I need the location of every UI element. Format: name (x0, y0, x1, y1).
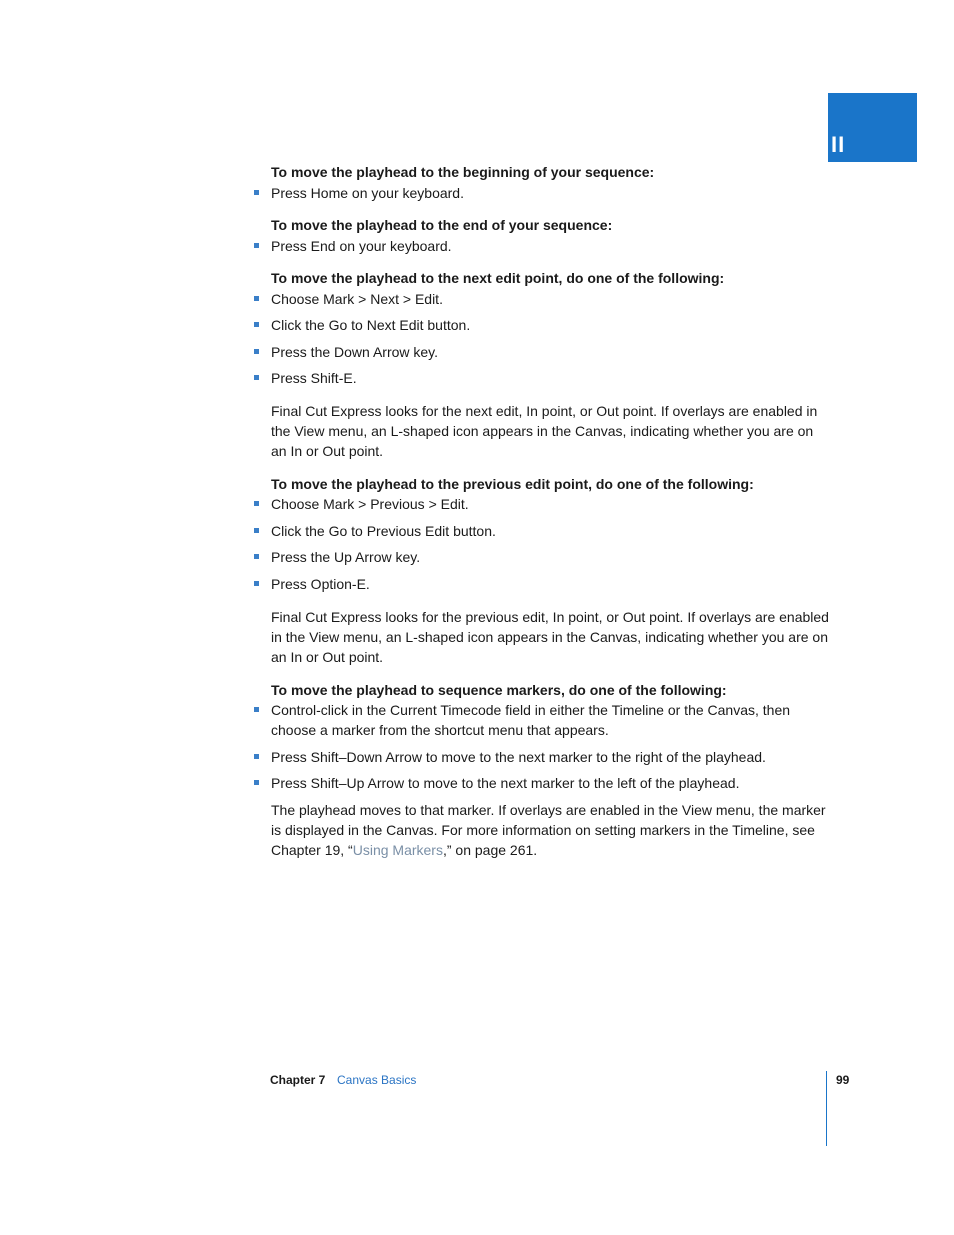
list-item: Press the Up Arrow key. (271, 547, 831, 567)
list-item: Press Option-E. (271, 574, 831, 594)
part-tab (828, 93, 917, 162)
list-item: Press Shift-E. (271, 368, 831, 388)
footer-divider (826, 1071, 827, 1146)
list-item: Click the Go to Next Edit button. (271, 315, 831, 335)
bullet-icon (254, 554, 259, 559)
list-item: Click the Go to Previous Edit button. (271, 521, 831, 541)
section-heading: To move the playhead to sequence markers, do one of the following: (271, 682, 727, 698)
section-heading: To move the playhead to the previous edit point, do one of the following: (271, 476, 754, 492)
bullet-icon (254, 190, 259, 195)
list-item: Press the Down Arrow key. (271, 342, 831, 362)
list-item: Control-click in the Current Timecode field in either the Timeline or the Canvas, then choose a marker from the shortcut menu that appears. (271, 700, 831, 740)
bullet-icon (254, 296, 259, 301)
section-heading: To move the playhead to the next edit point, do one of the following: (271, 270, 725, 286)
bullet-icon (254, 375, 259, 380)
list-item: Press Shift–Down Arrow to move to the next marker to the right of the playhead. (271, 747, 831, 767)
note-paragraph: Final Cut Express looks for the next edit, In point, or Out point. If overlays are enabled in the View menu, an L-shaped icon appears in the Canvas, indicating whether you are on an In or Out point. (271, 403, 818, 459)
list-item: Press Shift–Up Arrow to move to the next marker to the left of the playhead. (271, 773, 831, 793)
bullet-icon (254, 707, 259, 712)
part-tab-label: II (831, 132, 846, 157)
section-heading: To move the playhead to the end of your sequence: (271, 217, 613, 233)
list-item: Choose Mark > Previous > Edit. (271, 494, 831, 514)
footer-chapter-title[interactable]: Canvas Basics (337, 1073, 417, 1087)
page-content (271, 162, 831, 860)
bullet-icon (254, 501, 259, 506)
list-item: Press End on your keyboard. (271, 236, 831, 256)
bullet-icon (254, 754, 259, 759)
cross-reference-link[interactable]: Using Markers (352, 842, 443, 858)
bullet-icon (254, 528, 259, 533)
footer-chapter: Chapter 7 (270, 1073, 326, 1087)
page-number: 99 (836, 1073, 850, 1087)
list-item: Choose Mark > Next > Edit. (271, 289, 831, 309)
note-paragraph: Final Cut Express looks for the previous edit, In point, or Out point. If overlays are enabled in the View menu, an L-shaped icon appears in the Canvas, indicating whether you are on an In or Out point. (271, 609, 829, 665)
section-heading: To move the playhead to the beginning of your sequence: (271, 164, 655, 180)
bullet-icon (254, 349, 259, 354)
bullet-icon (254, 581, 259, 586)
note-paragraph: The playhead moves to that marker. If overlays are enabled in the View menu, the marker is displayed in the Canvas. For more information on setting markers in the Timeline, see Chapter 19, “Using Markers,” on page 261. (271, 802, 826, 858)
bullet-icon (254, 322, 259, 327)
list-item: Press Home on your keyboard. (271, 183, 831, 203)
bullet-icon (254, 780, 259, 785)
bullet-icon (254, 243, 259, 248)
